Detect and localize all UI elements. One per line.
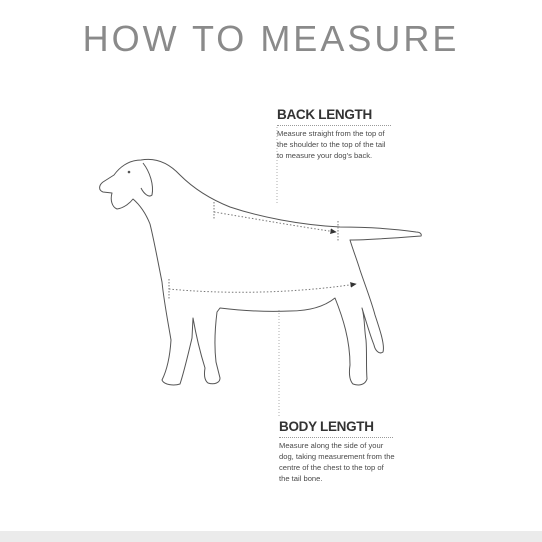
footer-bar <box>0 531 542 542</box>
back-length-rule <box>277 125 391 126</box>
body-length-rule <box>279 437 393 438</box>
back-length-heading: BACK LENGTH <box>277 107 372 122</box>
dog-ear <box>141 163 153 196</box>
body-length-arrow <box>169 284 356 292</box>
back-length-description: Measure straight from the top of the shoulder to the top of the tail to measure your dog's back. <box>277 129 386 160</box>
body-length-description: Measure along the side of your dog, taking measurement from the centre of the chest to the top of the tail bone. <box>279 441 395 483</box>
back-length-arrow <box>214 212 336 232</box>
dog-outline <box>100 159 422 385</box>
dog-eye <box>128 171 131 174</box>
page-title: HOW TO MEASURE <box>82 18 460 59</box>
body-length-heading: BODY LENGTH <box>279 419 374 434</box>
